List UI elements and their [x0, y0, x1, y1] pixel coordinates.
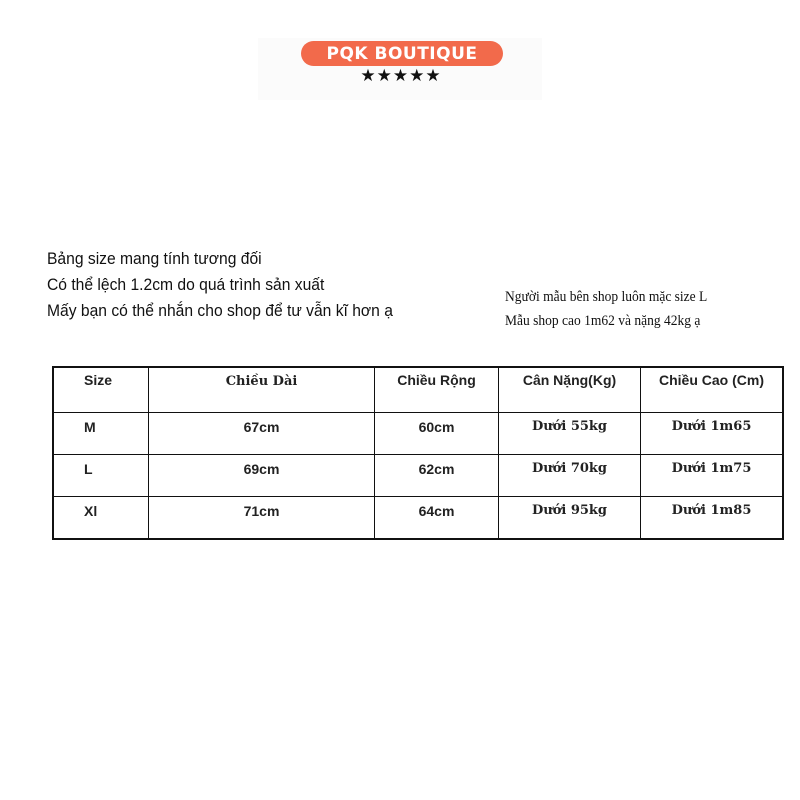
note-line: Bảng size mang tính tương đối: [47, 249, 262, 268]
cell-width: 60cm: [375, 413, 499, 455]
size-notes: [47, 246, 393, 324]
table-header-row: [53, 367, 783, 413]
cell-weight: Dưới 70kg: [499, 455, 641, 497]
cell-size: M: [53, 413, 149, 455]
note-line: Người mẫu bên shop luôn mặc size L: [505, 289, 708, 305]
brand-name: PQK BOUTIQUE: [326, 43, 478, 64]
header-length: Chiều Dài: [149, 367, 375, 413]
cell-size: Xl: [53, 497, 149, 540]
size-chart-table: [52, 366, 784, 540]
table-row: [53, 455, 783, 497]
note-line: Mẫu shop cao 1m62 và nặng 42kg ạ: [505, 313, 701, 329]
header-size: Size: [53, 367, 149, 413]
cell-length: 69cm: [149, 455, 375, 497]
cell-width: 64cm: [375, 497, 499, 540]
note-line: Mấy bạn có thể nhắn cho shop để tư vẫn kĩ hơn ạ: [47, 301, 393, 320]
cell-weight: Dưới 95kg: [499, 497, 641, 540]
cell-length: 71cm: [149, 497, 375, 540]
cell-height: Dưới 1m85: [641, 497, 784, 540]
cell-height: Dưới 1m75: [641, 455, 784, 497]
note-line: Có thể lệch 1.2cm do quá trình sản xuất: [47, 275, 325, 294]
header-weight: Cân Nặng(Kg): [499, 367, 641, 413]
header-width: Chiều Rộng: [375, 367, 499, 413]
brand-logo: [258, 38, 542, 100]
header-height: Chiều Cao (Cm): [641, 367, 784, 413]
cell-weight: Dưới 55kg: [499, 413, 641, 455]
rating-stars-icon: ★★★★★: [360, 66, 442, 86]
table-row: [53, 413, 783, 455]
model-notes: [505, 285, 707, 333]
cell-width: 62cm: [375, 455, 499, 497]
brand-pill: [301, 41, 503, 66]
cell-length: 67cm: [149, 413, 375, 455]
cell-height: Dưới 1m65: [641, 413, 784, 455]
cell-size: L: [53, 455, 149, 497]
table-row: [53, 497, 783, 540]
